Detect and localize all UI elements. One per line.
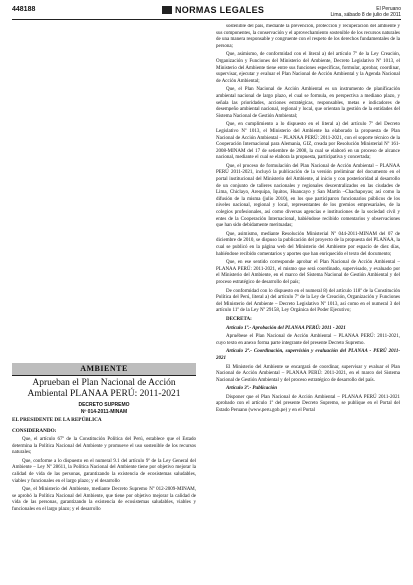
president-line: EL PRESIDENTE DE LA REPÚBLICA <box>12 417 102 423</box>
publication-date: Lima, sábado 8 de julio de 2011 <box>330 12 401 18</box>
header-rule <box>12 19 401 20</box>
considering-heading: CONSIDERANDO: <box>12 428 57 434</box>
paragraph: Que, asimismo, de conformidad con el literal a) del artículo 7º de la Ley Creación, Organización y Funciones del Ministerio del Ambiente, Decreto Legislativo Nº 1013, el Ministerio del Ambiente tiene entre sus funciones específicas, formular, aprobar, coordinar, supervisar, ejecutar y evaluar el Plan Nacional de Acción Ambiental y la Agenda Nacional de Acción Ambiental; <box>216 52 400 84</box>
page-header <box>12 6 401 18</box>
publication-name: El Peruano <box>376 6 401 12</box>
logo-text: NORMAS LEGALES <box>175 5 265 15</box>
page-number: 448188 <box>12 6 36 13</box>
paragraph: Que, el proceso de formulación del Plan Nacional de Acción Ambiental – PLANAA PERÚ 2011-2021, incluyó la publicación de la versión preliminar del documento en el portal institucional del Ministerio del Ambiente, al inicio y con posterioridad al desarrollo de un conjunto de talleres nacionales y regionales descentralizados en las ciudades de Lima, Chiclayo, Arequipa, Iquitos, Huancayo y San Martín –Chachapoyas; así como la difusión de la misma (julio 2010), en los que participaron funcionarios públicos de los niveles nacional, regional y local, representantes de los gremios empresariales, de la colegios profesionales, así como diversas agencias e instituciones de la sociedad civil y entes de la Cooperación Internacional, habiéndose recibido comentarios y observaciones que han sido debidamente merituadas; <box>216 163 400 229</box>
paragraph: Que, en ese sentido corresponde aprobar el Plan Nacional de Acción Ambiental – PLANAA PERÚ: 2011-2021, el mismo que será coordinado, supervisado, y evaluado por el Ministerio del Ambiente, en el marco del Sistema Nacional de Gestión Ambiental y del proceso estratégico de desarrollo del país; <box>216 260 400 285</box>
section-bar <box>12 363 196 375</box>
logo-mark-icon <box>162 6 172 14</box>
article-text: El Ministerio del Ambiente se encargará de coordinar, supervisar y evaluar el Plan Nacional de Acción Ambiental – PLANAA PERÚ: 2011-2021, en el marco del Sistema Nacional de Gestión Ambiental y del proceso estratégico de desarrollo del país. <box>216 364 400 383</box>
paragraph: Que, asimismo, mediante Resolución Ministerial Nº 044-2011-MINAM del 07 de diciembre de 2010, se dispuso la publicación del proyecto de la propuesta del PLANAA, la cual se publicó en la página web del Ministerio del Ambiente por espacio de diez días, habiéndose recibido comentarios y aportes que han enriquecido el texto del documento; <box>216 231 400 257</box>
decree-heading <box>12 402 196 415</box>
paragraph: Que, en cumplimiento a lo dispuesto en el literal a) del artículo 7º del Decreto Legislativo Nº 1013, el Ministerio del Ambiente ha elaborado la propuesta de Plan Nacional de Acción Ambiental – PLANAA PERÚ: 2011-2021, con el soporte técnico de la Cooperación Internacional para Alemania, GIZ, creada por Resolución Ministerial Nº 161-2008-MINAM del 17 de setiembre de 2008, la cual se elaboró en un proceso de alcance nacional, mediante el cual se elabora la propuesta, participativa y concertada; <box>216 122 400 161</box>
paragraph: Que, el artículo 67º de la Constitución Política del Perú, establece que el Estado determina la Política Nacional del Ambiente y promueve el uso sostenible de los recursos naturales; <box>12 437 196 456</box>
right-column <box>216 24 400 584</box>
article-title: Artículo 2º.- Coordinación, supervisión y evaluación del PLANAA - PERÚ 2011-2021 <box>216 349 400 361</box>
article-title: Artículo 1º.- Aprobación del PLANAA PERÚ: 2011 - 2021 <box>226 325 346 331</box>
paragraph: Que, el Plan Nacional de Acción Ambiental es un instrumento de planificación ambiental nacional de largo plazo, el cual se formula, en perspectiva a mediano plazo, y señala las prioridades, acciones estratégicas, responsables, metas e indicadores de desempeño ambiental nacional, regional y local, que orientan la gestión de la entidades del Sistema Nacional de Gestión Ambiental; <box>216 87 400 119</box>
section-rule <box>12 375 196 376</box>
decree-number: Nº 014-2011-MINAM <box>80 408 128 415</box>
paragraph: De conformidad con lo dispuesto en el numeral 8) del artículo 118º de la Constitución Política del Perú, literal a) del artículo 7º de la Ley de Creación, Organización y Funciones del Ministerio del Ambiente – Decreto Legislativo Nº 1013, así como en el numeral 3 del artículo 11º de la Ley Nº 29158, Ley Orgánica del Poder Ejecutivo; <box>216 288 400 314</box>
newspaper-logo <box>162 5 264 15</box>
decree-type: DECRETO SUPREMO <box>78 402 130 408</box>
law-title: Aprueban el Plan Nacional de Acción Ambiental PLANAA PERÚ: 2011-2021 <box>27 378 181 399</box>
left-body <box>12 437 196 516</box>
paragraph: Que, conforme a lo dispuesto en el numeral 9.1 del artículo 9º de la Ley General del Ambiente – Ley Nº 28611, la Política Nacional del Ambiente tiene por objetivo mejorar la calidad de vida de las personas, garantizando la existencia de ecosistemas saludables, viables y funcionales en el largo plazo; y el desarrollo <box>12 458 196 484</box>
left-column <box>12 24 196 584</box>
paragraph: sostenible del país, mediante la prevención, protección y recuperación del ambiente y sus componentes, la conservación y el aprovechamiento sostenible de los recursos naturales de una manera responsable y congruente con el respeto de los derechos fundamentales de la persona; <box>216 24 400 49</box>
section-title: AMBIENTE <box>80 364 128 373</box>
publication-info <box>330 6 401 18</box>
paragraph: Que, el Ministerio del Ambiente, mediante Decreto Supremo Nº 012-2009-MINAM, se aprobó la Política Nacional del Ambiente, que tiene por objetivo mejorar la calidad de vida de las personas, garantizando la existencia de ecosistemas saludables, viables y funcionales en el largo plazo; y el desarrollo <box>12 487 196 512</box>
decreta-heading: DECRETA: <box>226 316 252 322</box>
article-text: Disponer que el Plan Nacional de Acción Ambiental – PLANAA PERÚ 2011-2021 aprobado con el artículo 1º del presente Decreto Supremo, se publique en el Portal del Estado Peruano (www.peru.gob.pe) y en el Portal <box>216 394 400 414</box>
article-title: Artículo 3º.- Publicación <box>226 386 278 392</box>
article-text: Apruébese el Plan Nacional de Acción Ambiental – PLANAA PERÚ: 2011-2021, cuyo texto en anexo forma parte integrante del presente Decreto Supremo. <box>216 334 400 346</box>
